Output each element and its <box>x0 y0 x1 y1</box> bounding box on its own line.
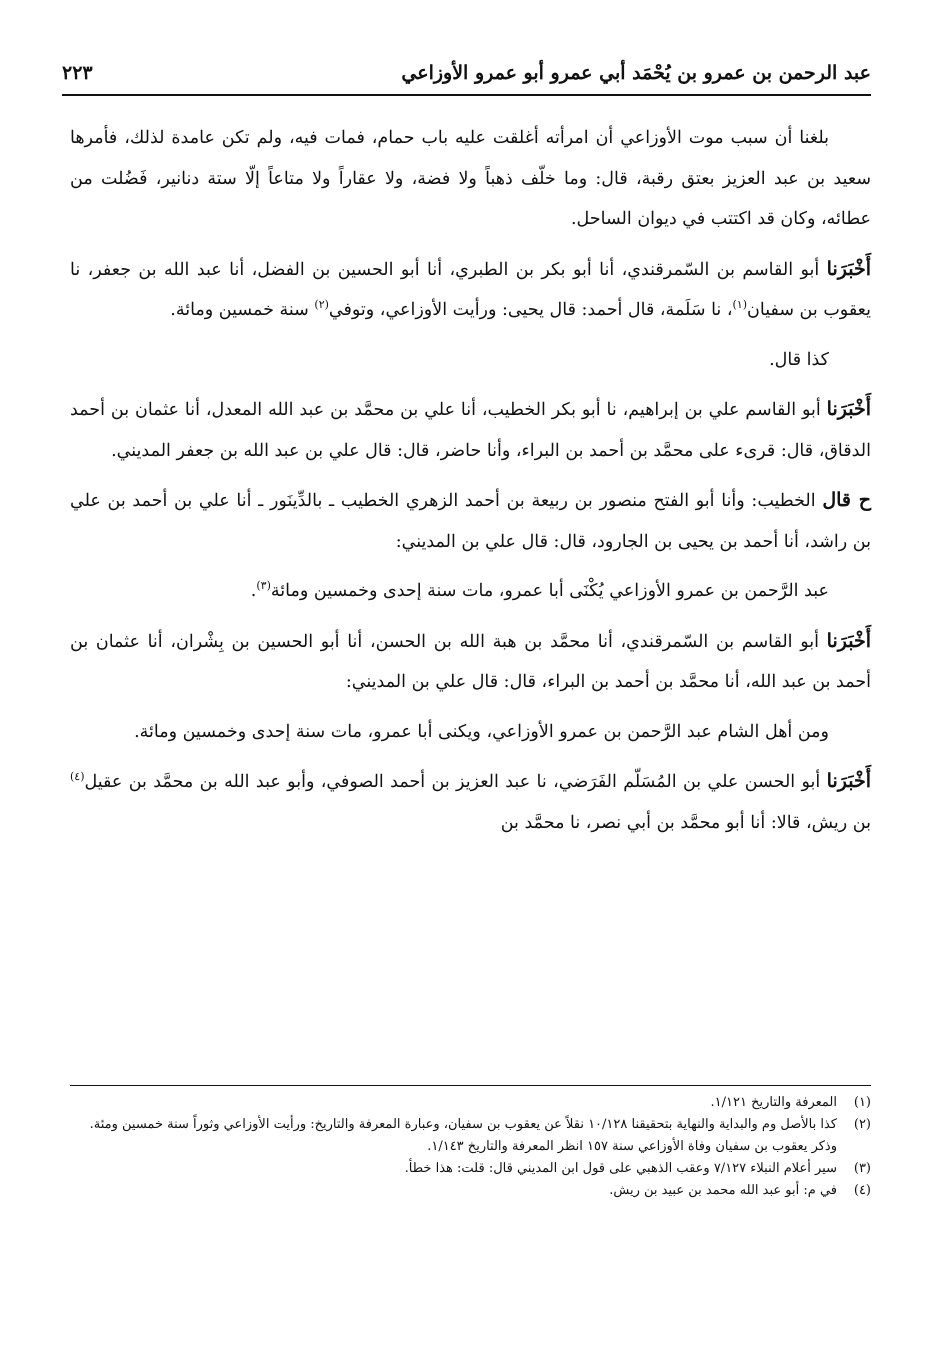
paragraph-1 <box>70 118 871 240</box>
paragraph-text: بن ريش، قالا: أنا أبو محمَّد بن أبي نصر، نا محمَّد بن <box>500 812 871 833</box>
footnote-ref-3[interactable]: (٣) <box>256 579 271 593</box>
akhbarana-keyword: أَخْبَرَنا <box>826 257 871 280</box>
footnote-ref-2[interactable]: (٢) <box>314 298 329 312</box>
akhbarana-keyword: أَخْبَرَنا <box>826 398 871 420</box>
paragraph-text: أبو الحسن علي بن المُسَلّم الفَرَضي، نا عبد العزيز بن أحمد الصوفي، وأبو عبد الله بن محمَّد بن عقيل <box>84 772 821 792</box>
footnote-4 <box>70 1180 871 1202</box>
paragraph-8 <box>70 712 871 753</box>
page-number: ٢٢٣ <box>62 62 93 84</box>
footnote-1 <box>70 1092 871 1114</box>
footnote-ref-1[interactable]: (١) <box>732 298 748 312</box>
footnote-number: (٢) <box>853 1117 871 1132</box>
footnote-text: سير أعلام النبلاء ٧/١٢٧ وعقب الذهبي على قول ابن المديني قال: قلت: هذا خطأ. <box>404 1161 837 1176</box>
ha-qal-keyword: ح قال <box>822 489 871 511</box>
paragraph-text: ، نا سَلَمة، قال أحمد: قال يحيى: ورأيت الأوزاعي، وتوفي <box>328 300 733 320</box>
footnote-text: كذا بالأصل وم والبداية والنهاية بتحقيقنا ١٠/١٢٨ نقلاً عن يعقوب بن سفيان، وعبارة المعرفة والتاريخ: ورأيت الأوزاعي وثوراً سنة خمسين ومئة. <box>89 1117 837 1132</box>
paragraph-text: ومن أهل الشام عبد الرَّحمن بن عمرو الأوزاعي، ويكنى أبا عمرو، مات سنة إحدى وخمسين ومائة. <box>134 721 829 742</box>
paragraph-text: كذا قال. <box>769 349 829 370</box>
paragraph-6 <box>70 571 871 612</box>
footnote-2 <box>70 1114 871 1136</box>
paragraph-text: أبو القاسم بن السّمرقندي، أنا أبو بكر بن الطبري، أنا أبو الحسين بن الفضل، أنا عبد الله بن جعفر، نا يعقوب بن سفيان <box>70 259 871 320</box>
footnote-text: المعرفة والتاريخ ١/١٢١. <box>710 1095 837 1110</box>
paragraph-text: سنة خمسين ومائة. <box>170 300 315 320</box>
footnote-ref-4[interactable]: (٤) <box>70 770 85 784</box>
paragraph-5 <box>70 480 871 562</box>
footnote-text: في م: أبو عبد الله محمد بن عبيد بن ريش. <box>609 1183 837 1198</box>
akhbarana-keyword: أَخْبَرَنا <box>826 629 871 652</box>
paragraph-2 <box>70 249 871 331</box>
footnotes <box>70 1085 871 1202</box>
footnote-number: (٤) <box>853 1183 871 1198</box>
main-text <box>70 118 871 852</box>
paragraph-4 <box>70 389 871 471</box>
paragraph-text: أبو القاسم بن السّمرقندي، أنا محمَّد بن هبة الله بن الحسن، أنا أبو الحسين بن بِشْران، أنا عثمان بن أحمد بن عبد الله، أنا محمَّد بن أحمد بن البراء، قال: قال علي بن المديني: <box>70 631 871 692</box>
paragraph-text: . <box>250 581 257 601</box>
footnote-3 <box>70 1158 871 1180</box>
paragraph-9 <box>70 761 871 843</box>
paragraph-3 <box>70 340 871 381</box>
running-title: عبد الرحمن بن عمرو بن يُحْمَد أبي عمرو أبو عمرو الأوزاعي <box>401 62 871 84</box>
footnote-number: (١) <box>853 1095 871 1110</box>
page-header <box>62 50 871 96</box>
paragraph-text: أبو القاسم علي بن إبراهيم، نا أبو بكر الخطيب، أنا علي بن محمَّد بن عبد الله المعدل، أنا عثمان بن أحمد الدقاق، قال: قرىء على محمَّد بن أحمد بن البراء، وأنا حاضر، قال: قال علي بن عبد الله بن جعفر المديني. <box>70 400 871 461</box>
paragraph-7 <box>70 621 871 703</box>
footnote-number: (٣) <box>853 1161 871 1176</box>
paragraph-text: عبد الرَّحمن بن عمرو الأوزاعي يُكْنَى أبا عمرو، مات سنة إحدى وخمسين ومائة <box>270 581 829 601</box>
footnote-2-continuation: وذكر يعقوب بن سفيان وفاة الأوزاعي سنة ١٥٧ انظر المعرفة والتاريخ ١/١٤٣. <box>427 1139 837 1154</box>
paragraph-text: الخطيب: وأنا أبو الفتح منصور بن ربيعة بن أحمد الزهري الخطيب ـ بالدِّينَور ـ أنا علي بن أحمد بن علي بن راشد، أنا أحمد بن يحيى بن الجارود، قال: قال علي بن المديني: <box>70 491 871 552</box>
paragraph-text: بلغنا أن سبب موت الأوزاعي أن امرأته أغلقت عليه باب حمام، فمات فيه، ولم تكن عامدة لذلك، فأمرها سعيد بن عبد العزيز بعتق رقبة، قال: وما خلّف ذهباً ولا فضة، ولا عقاراً ولا متاعاً إلّا ستة دنانير، فَضُلت من عطائه، وكان قد اكتتب في ديوان الساحل. <box>70 128 871 229</box>
akhbarana-keyword: أَخْبَرَنا <box>826 770 871 792</box>
